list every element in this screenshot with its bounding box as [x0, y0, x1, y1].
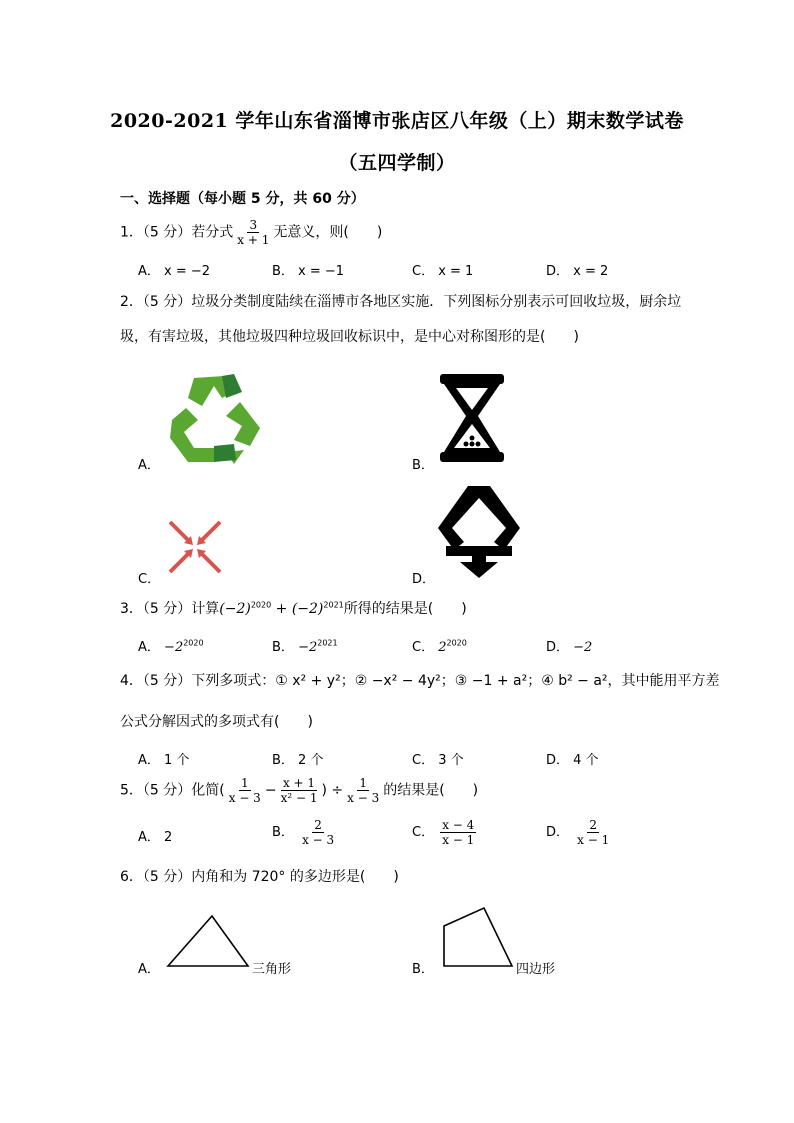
q3-c-exp: 2020: [446, 638, 467, 648]
q2-label-d: D．: [412, 572, 436, 587]
q1-option-b: B． x = −1: [272, 264, 345, 279]
q3-a-base: −2: [164, 640, 184, 655]
q6-name-a: 三角形: [252, 962, 292, 977]
q4-option-b: B． 2 个: [272, 753, 324, 768]
q5-fraction-3: [345, 776, 381, 805]
q3-term1: (−2): [219, 601, 251, 617]
q5-b-den: x − 3: [302, 833, 335, 847]
q1-option-c: C． x = 1: [412, 264, 474, 279]
q3-c-base: 2: [438, 640, 447, 655]
q5-b-fraction: [300, 818, 336, 847]
hazard-cross-arrows-icon: [166, 518, 224, 576]
q5-d-label: D．: [546, 825, 570, 840]
q1-prefix: 1．（5 分）若分式: [120, 224, 234, 241]
q4-option-a: A． 1 个: [138, 753, 190, 768]
q3-b-base: −2: [298, 640, 318, 655]
q3-prefix: 3．（5 分）计算: [120, 601, 220, 617]
question-4-line2: 公式分解因式的多项式有( ): [120, 714, 313, 730]
q4-option-c: C． 3 个: [412, 753, 464, 768]
question-1: [120, 218, 382, 247]
q5-option-c: [412, 818, 478, 847]
q5-c-den: x − 1: [442, 833, 475, 847]
q2-label-c: C．: [138, 572, 161, 587]
q3-a-exp: 2020: [183, 638, 204, 648]
other-waste-icon: [436, 484, 522, 578]
triangle-figure: [164, 912, 252, 970]
q5-c-fraction: [440, 818, 476, 847]
question-5: [120, 776, 478, 805]
q5-b-num: 2: [314, 818, 322, 832]
q1-option-d: D． x = 2: [546, 264, 609, 279]
q1-suffix: 无意义，则( ): [273, 224, 383, 241]
q5-prefix: 5．（5 分）化简(: [120, 782, 225, 799]
hourglass-icon: [438, 372, 506, 464]
q3-b-exp: 2021: [317, 638, 338, 648]
q4-option-d: D． 4 个: [546, 753, 599, 768]
q1-frac-den: x + 1: [237, 233, 270, 247]
q3-option-b: [272, 636, 338, 655]
recycle-icon: [164, 368, 264, 464]
q3-suffix: 所得的结果是( ): [343, 601, 467, 617]
q5-b-label: B．: [272, 825, 294, 840]
q5-suffix: 的结果是( ): [383, 782, 479, 799]
q1-frac-num: 3: [249, 218, 258, 232]
q3-exp1: 2020: [250, 600, 272, 610]
q5-div: ) ÷: [321, 782, 344, 799]
q2-label-b: B．: [412, 458, 434, 473]
q2-label-a: A．: [138, 458, 160, 473]
question-3: [120, 598, 467, 618]
q5-minus: −: [264, 782, 277, 799]
q5-f1-den: x − 3: [228, 791, 261, 805]
q3-exp2: 2021: [323, 600, 344, 610]
q3-option-d: [546, 636, 592, 655]
q3-d-base: −2: [573, 640, 593, 655]
q6-label-a: A．: [138, 962, 160, 977]
q5-c-num: x − 4: [442, 818, 475, 832]
q5-d-fraction: [575, 818, 611, 847]
page-subtitle: （五四学制）: [338, 152, 456, 174]
q5-f1-num: 1: [240, 776, 249, 790]
q5-d-den: x − 1: [577, 833, 610, 847]
q5-option-b: [272, 818, 338, 847]
q3-option-a: [138, 636, 204, 655]
q5-f2-num: x + 1: [282, 776, 316, 790]
q5-option-a: A． 2: [138, 830, 173, 845]
quadrilateral-figure: [440, 904, 516, 970]
question-4-line1: 4．（5 分）下列多项式：① x² + y²；② −x² − 4y²；③ −1 + a²；④ b² − a²，其中能用平方差: [120, 673, 720, 689]
q3-a-label: A．: [138, 640, 160, 655]
q5-fraction-2: [279, 776, 320, 805]
q5-d-num: 2: [589, 818, 598, 832]
section-heading: 一、选择题（每小题 5 分，共 60 分）: [120, 191, 365, 207]
q3-option-c: [412, 636, 467, 655]
question-2-line1: 2．（5 分）垃圾分类制度陆续在淄博市各地区实施．下列图标分别表示可回收垃圾，厨余垃: [120, 294, 682, 310]
question-2-line2: 圾，有害垃圾，其他垃圾四种垃圾回收标识中，是中心对称图形的是( ): [120, 329, 579, 345]
q5-f3-num: 1: [359, 776, 367, 790]
question-6: 6．（5 分）内角和为 720° 的多边形是( ): [120, 869, 399, 885]
q6-label-b: B．: [412, 962, 434, 977]
q3-d-label: D．: [546, 640, 570, 655]
q5-f3-den: x − 3: [347, 791, 380, 805]
q5-f2-den: x² − 1: [280, 791, 318, 805]
q3-term2: + (−2): [271, 601, 324, 617]
q5-fraction-1: [227, 776, 263, 805]
q1-fraction: [235, 218, 271, 247]
q1-option-a: A． x = −2: [138, 264, 211, 279]
page-title: 2020-2021 学年山东省淄博市张店区八年级（上）期末数学试卷: [110, 110, 684, 132]
q3-b-label: B．: [272, 640, 294, 655]
q5-option-d: [546, 818, 613, 847]
q3-c-label: C．: [412, 640, 435, 655]
q6-name-b: 四边形: [516, 962, 556, 977]
q5-c-label: C．: [412, 825, 435, 840]
